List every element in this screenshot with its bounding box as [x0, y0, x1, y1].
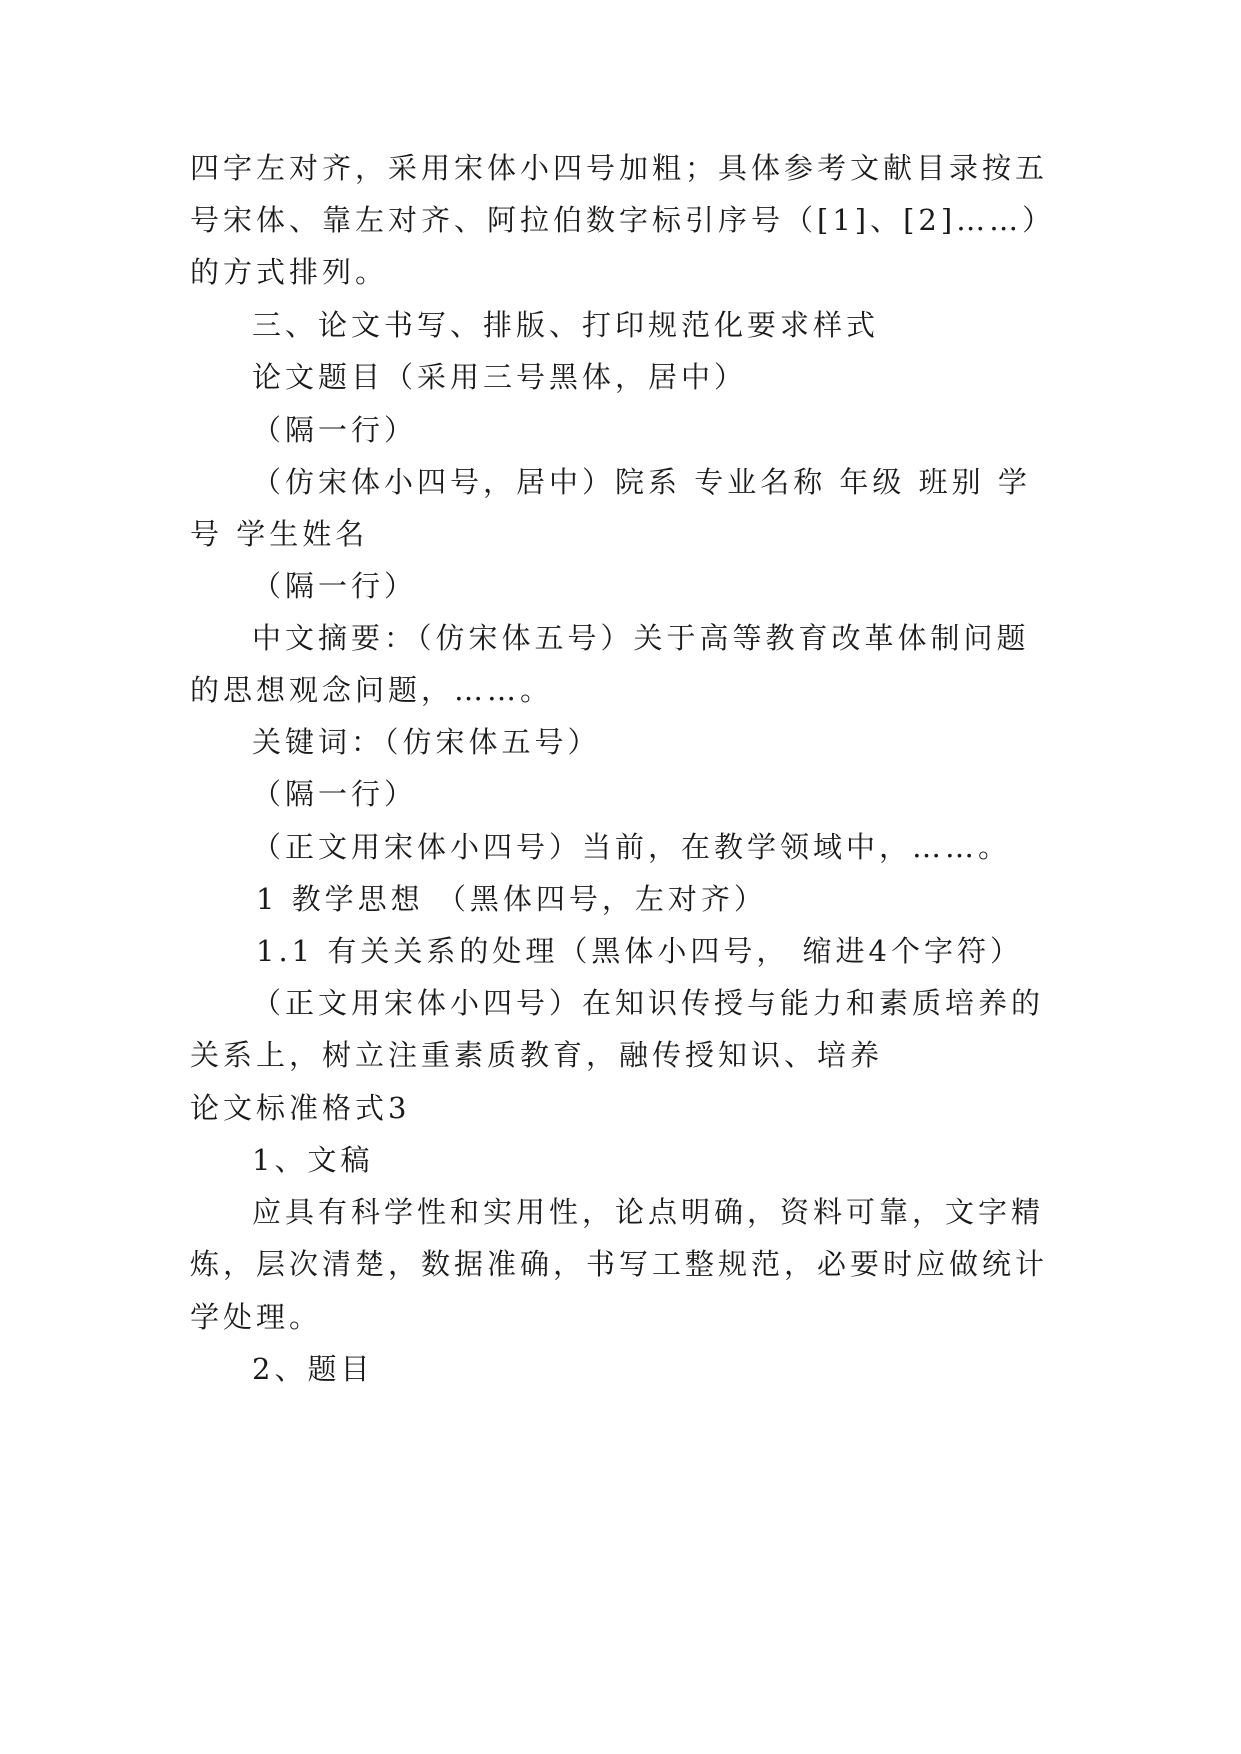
subsection-heading: 1、文稿 — [252, 1143, 374, 1177]
level2-heading-spec: 1.1 有关关系的处理（黑体小四号， 缩进4个字符） — [256, 934, 1024, 968]
body-text-line: 应具有科学性和实用性，论点明确，资料可靠，文字精 — [252, 1195, 1045, 1229]
subsection-heading: 2、题目 — [252, 1352, 374, 1386]
body-text-line: 号宋体、靠左对齐、阿拉伯数字标引序号（[1]、[2]……） — [190, 203, 1056, 237]
body-text-line: 炼，层次清楚，数据准确，书写工整规范，必要时应做统计 — [190, 1247, 1049, 1281]
abstract-spec-continued: 的思想观念问题，……。 — [190, 673, 554, 707]
author-info-spec: （仿宋体小四号，居中）院系 专业名称 年级 班别 学 — [252, 465, 1031, 499]
section-title: 论文标准格式3 — [190, 1091, 411, 1125]
author-info-spec-continued: 号 学生姓名 — [190, 517, 369, 551]
section-heading: 三、论文书写、排版、打印规范化要求样式 — [252, 308, 880, 342]
body-text-line: 学处理。 — [190, 1300, 323, 1334]
abstract-spec: 中文摘要：（仿宋体五号）关于高等教育改革体制问题 — [252, 621, 1030, 655]
body-text-spec: （正文用宋体小四号）当前，在教学领域中，……。 — [252, 830, 1012, 864]
spacer-note: （隔一行） — [252, 413, 418, 447]
body-text-spec-continued: 关系上，树立注重素质教育，融传授知识、培养 — [190, 1038, 884, 1072]
body-text-line: 四字左对齐，采用宋体小四号加粗；具体参考文献目录按五 — [190, 151, 1049, 185]
body-text-spec: （正文用宋体小四号）在知识传授与能力和素质培养的 — [252, 986, 1045, 1020]
spacer-note: （隔一行） — [252, 569, 418, 603]
level1-heading-spec: 1 教学思想 （黑体四号，左对齐） — [256, 882, 767, 916]
keywords-spec: 关键词：（仿宋体五号） — [252, 725, 601, 759]
body-text-line: 的方式排列。 — [190, 255, 389, 289]
spacer-note: （隔一行） — [252, 777, 418, 811]
paper-title-spec: 论文题目（采用三号黑体，居中） — [252, 360, 748, 394]
